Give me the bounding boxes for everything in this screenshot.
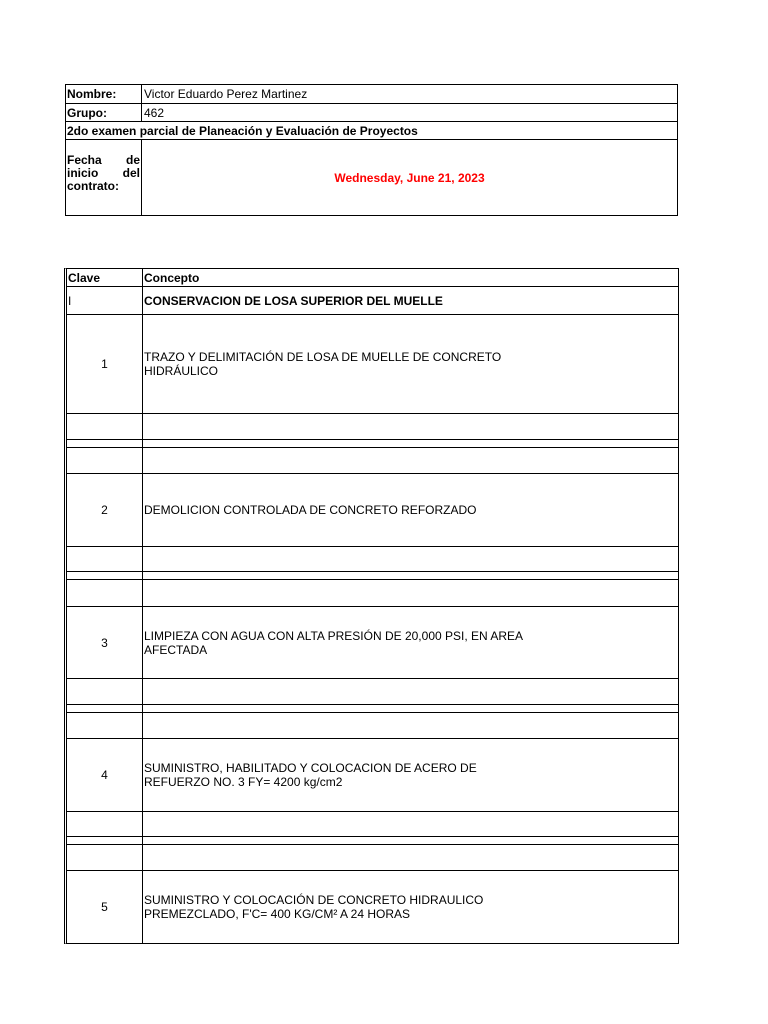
fecha-value: Wednesday, June 21, 2023 bbox=[334, 170, 485, 185]
table-row bbox=[67, 679, 678, 705]
table-row bbox=[67, 580, 678, 607]
item-concepto: TRAZO Y DELIMITACIÓN DE LOSA DE MUELLE DE CONCRETO HIDRÁULICO bbox=[144, 350, 502, 378]
table-row bbox=[67, 414, 678, 440]
item-clave: 4 bbox=[67, 739, 143, 811]
nombre-label: Nombre: bbox=[66, 85, 142, 103]
section-clave: I bbox=[67, 287, 143, 314]
table-row bbox=[67, 547, 678, 572]
table-row bbox=[67, 705, 678, 713]
item-concepto: SUMINISTRO Y COLOCACIÓN DE CONCRETO HIDRAULICO PREMEZCLADO, F'C= 400 KG/CM² A 24 HORAS bbox=[144, 893, 484, 921]
exam-title-row bbox=[66, 122, 677, 140]
item-concepto: LIMPIEZA CON AGUA CON ALTA PRESIÓN DE 20,000 PSI, EN AREA AFECTADA bbox=[144, 628, 524, 657]
table-row bbox=[67, 837, 678, 845]
header-table bbox=[65, 84, 678, 216]
table-row bbox=[67, 448, 678, 474]
item-clave: 3 bbox=[67, 607, 143, 678]
item-clave: 1 bbox=[67, 315, 143, 413]
table-row bbox=[67, 739, 678, 812]
fecha-row bbox=[66, 140, 677, 215]
section-title: CONSERVACION DE LOSA SUPERIOR DEL MUELLE bbox=[144, 293, 443, 308]
table-row bbox=[67, 871, 678, 943]
concepts-table bbox=[64, 268, 679, 944]
table-row bbox=[67, 812, 678, 837]
grupo-value: 462 bbox=[144, 106, 165, 120]
nombre-row bbox=[66, 85, 677, 104]
item-clave: 5 bbox=[67, 871, 143, 943]
item-concepto: SUMINISTRO, HABILITADO Y COLOCACION DE ACERO DE REFUERZO NO. 3 FY= 4200 kg/cm2 bbox=[144, 761, 477, 789]
fecha-label: Fecha de inicio del contrato: bbox=[66, 140, 142, 215]
table-header-row bbox=[67, 269, 678, 287]
section-row bbox=[67, 287, 678, 315]
table-row bbox=[67, 845, 678, 871]
table-row bbox=[67, 607, 678, 679]
grupo-row bbox=[66, 104, 677, 122]
grupo-label: Grupo: bbox=[66, 104, 142, 121]
nombre-value: Victor Eduardo Perez Martinez bbox=[144, 87, 308, 101]
table-row bbox=[67, 315, 678, 414]
table-row bbox=[67, 440, 678, 448]
exam-title: 2do examen parcial de Planeación y Evaluación de Proyectos bbox=[67, 124, 418, 138]
table-row bbox=[67, 572, 678, 580]
concepto-header: Concepto bbox=[144, 270, 200, 285]
table-row bbox=[67, 474, 678, 547]
clave-header: Clave bbox=[67, 269, 143, 286]
item-clave: 2 bbox=[67, 474, 143, 546]
table-row bbox=[67, 713, 678, 739]
item-concepto: DEMOLICION CONTROLADA DE CONCRETO REFORZADO bbox=[144, 503, 477, 517]
